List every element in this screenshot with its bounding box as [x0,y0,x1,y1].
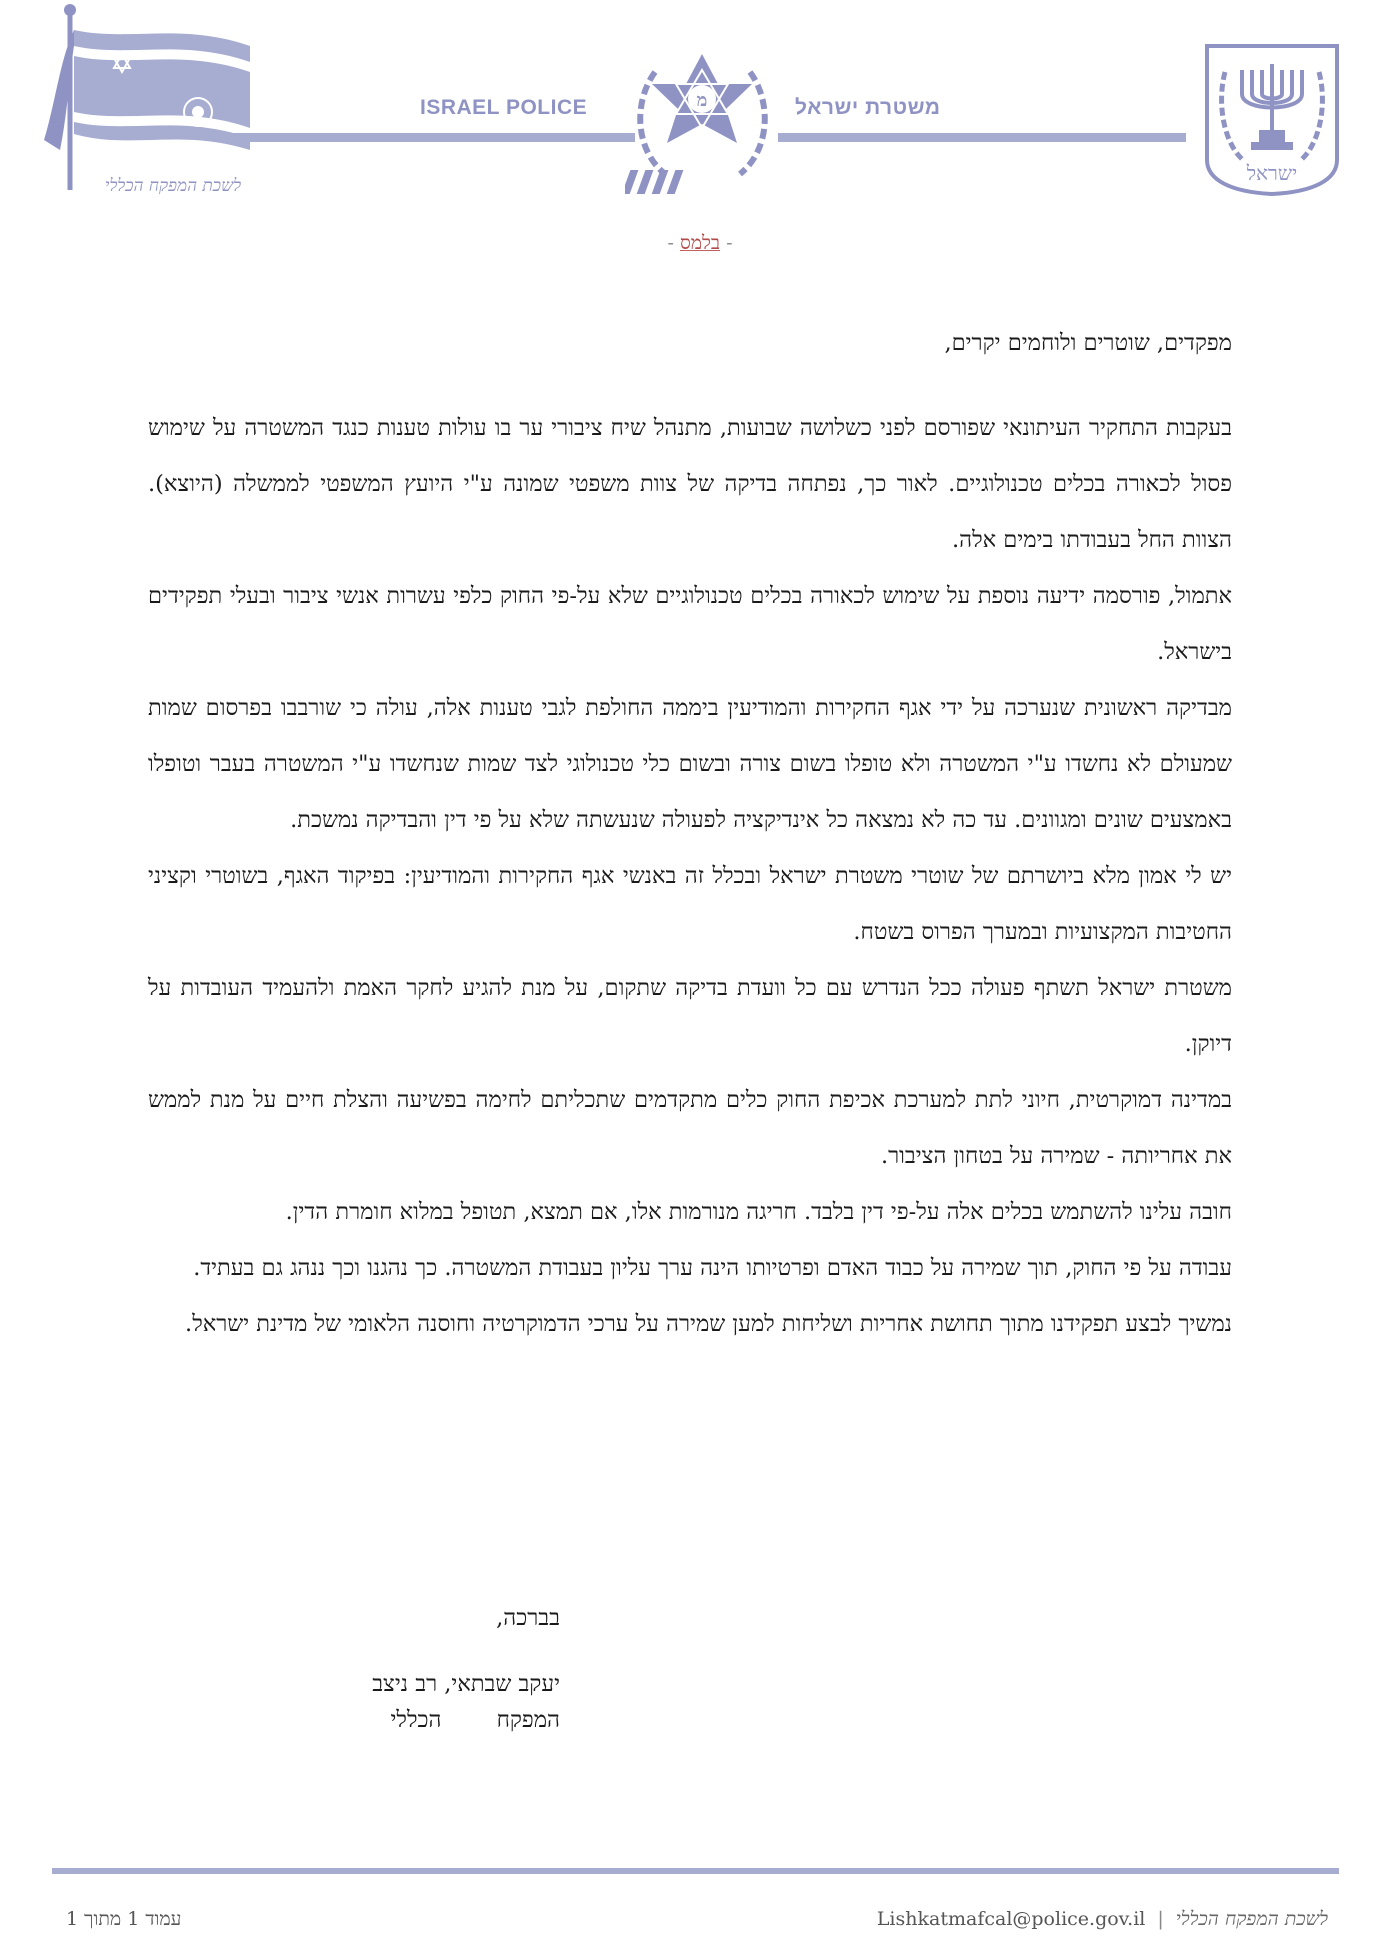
header-rule-right [778,133,1186,142]
police-badge-icon [625,42,780,207]
footer-rule [52,1868,1339,1874]
org-name-he: משטרת ישראל [795,96,941,119]
footer-contact [877,1908,1328,1931]
emblem-inscription: ישראל [1246,161,1298,185]
paragraph: במדינה דמוקרטית, חיוני לתת למערכת אכיפת החוק כלים מתקדמים שתכליתם לחימה בפשיעה והצלת חיים על מנת לממש את אחריותה - שמירה על בטחון הציבור. [148,1087,1232,1169]
office-caption: לשכת המפקח הכללי [104,176,242,196]
paragraph: אתמול, פורסמה ידיעה נוספת על שימוש לכאורה בכלים טכנולוגיים שלא על-פי החוק כלפי עשרות אנשי ציבור ובעלי תפקידים בישראל. [148,583,1232,665]
letter-salutation: מפקדים, שוטרים ולוחמים יקרים, [944,330,1232,356]
letter-body [148,400,1232,1352]
org-name-en: ISRAEL POLICE [420,96,588,119]
letterhead [0,0,1400,260]
flag-logo-icon [30,0,270,200]
paragraph: מבדיקה ראשונית שנערכה על ידי אגף החקירות והמודיעין ביממה החולפת לגבי טענות אלה, עולה כי שורבבו בפרסום שמות שמעולם לא נחשדו ע"י המשטרה ולא טופלו בשום צורה ובשום כלי טכנולוגי לצד שמות שנחשדו ע"י המשטרה בעבר וטופלו באמצעים שונים ומגוונים. עד כה לא נמצאה כל אינדיקציה לפעולה שנעשתה שלא על פי דין והבדיקה נמשכת. [148,695,1232,833]
footer-separator: | [1157,1908,1164,1930]
page-number: עמוד 1 מתוך 1 [66,1908,182,1930]
header-rule-left [215,133,635,142]
paragraph: חובה עלינו להשתמש בכלים אלה על-פי דין בלבד. חריגה מנורמות אלו, אם תמצא, תטופל במלוא חומרת הדין. [285,1199,1232,1225]
signature-name: יעקב שבתאי, רב ניצב [372,1671,560,1697]
signature-block [270,1605,560,1738]
paragraph: יש לי אמון מלא ביושרתם של שוטרי משטרת ישראל ובכלל זה באנשי אגף החקירות והמודיעין: בפיקוד האגף, בשוטרי וקציני החטיבות המקצועיות ובמערך הפרוס בשטח. [148,863,1232,945]
classification-dash-left: - [667,232,674,254]
paragraph: נמשיך לבצע תפקידנו מתוך תחושת אחריות ושליחות למען שמירה על ערכי הדמוקרטיה וחוסנה הלאומי של מדינת ישראל. [185,1311,1232,1337]
classification-mark [600,232,800,255]
paragraph: עבודה על פי החוק, תוך שמירה על כבוד האדם ופרטיותו הינה ערך עליון בעבודת המשטרה. כך נהגנו וכך ננהג גם בעתיד. [193,1255,1232,1281]
state-emblem-icon [1203,42,1341,197]
closing: בברכה, [496,1605,560,1631]
badge-letter: מ [696,90,708,111]
signature-title: המפקח הכללי [390,1707,560,1733]
classification-word: בלמס [679,232,721,254]
paragraph: בעקבות התחקיר העיתונאי שפורסם לפני כשלושה שבועות, מתנהל שיח ציבורי ער בו עולות טענות כנגד המשטרה על שימוש פסול לכאורה בכלים טכנולוגיים. לאור כך, נפתחה בדיקה של צוות משפטי שמונה ע"י היועץ המשפטי לממשלה (היוצא). הצוות החל בעבודתו בימים אלה. [148,415,1232,553]
classification-dash-right: - [726,232,733,254]
footer-email[interactable]: Lishkatmafcal@police.gov.il [876,1908,1146,1930]
footer-office: לשכת המפקח הכללי [1175,1908,1328,1930]
paragraph: משטרת ישראל תשתף פעולה ככל הנדרש עם כל וועדת בדיקה שתקום, על מנת להגיע לחקר האמת ולהעמיד העובדות על דיוקן. [148,975,1232,1057]
